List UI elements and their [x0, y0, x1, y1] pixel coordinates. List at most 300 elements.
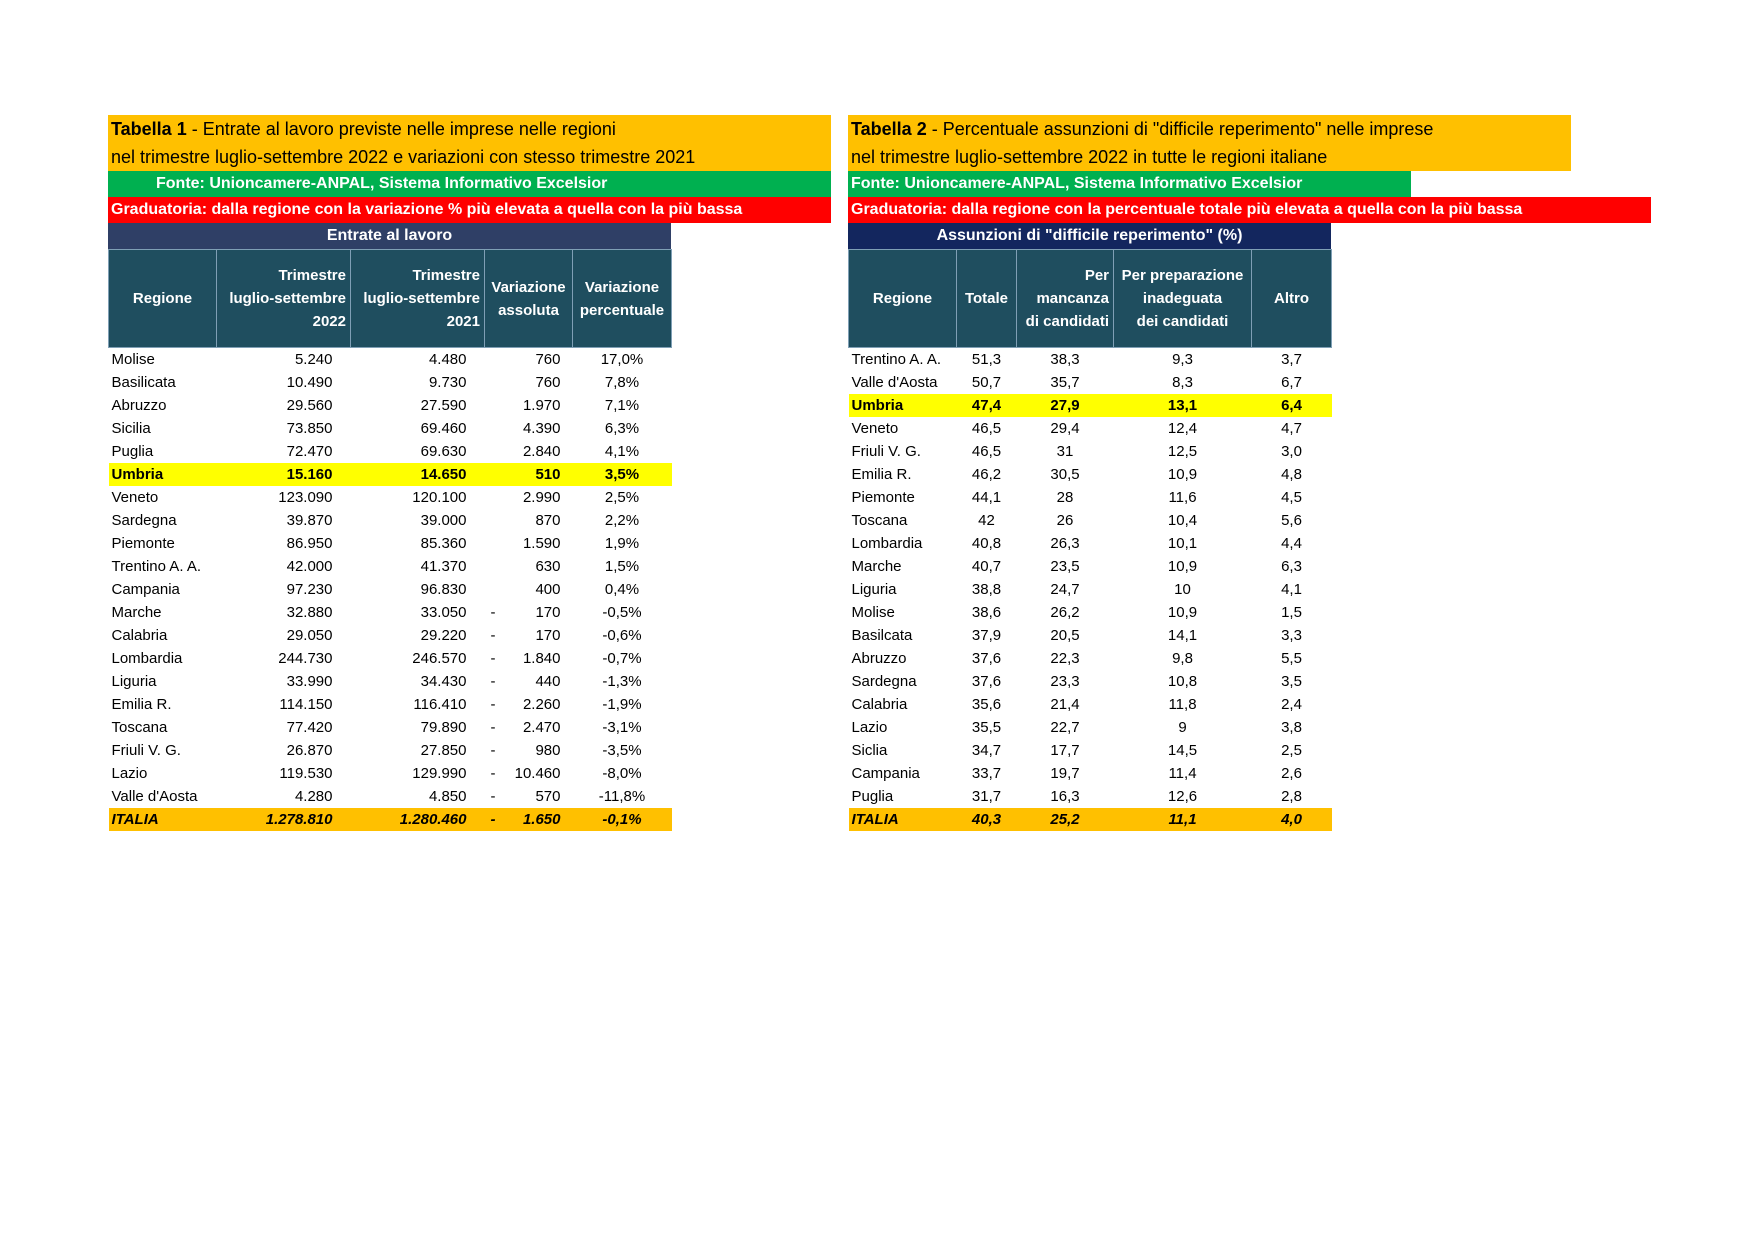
lack-of-candidates-cell: 19,7 — [1050, 765, 1080, 782]
lack-of-candidates-cell: 26 — [1056, 512, 1074, 529]
region-cell: Piemonte — [851, 489, 915, 506]
q3-2022-cell: 119.530 — [279, 765, 333, 782]
table-row — [849, 463, 1332, 486]
column-header-line: Regione — [132, 290, 193, 307]
percent-variation-cell: -1,3% — [602, 673, 642, 690]
column-header-line: inadeguata — [1142, 290, 1223, 307]
table1-body — [109, 348, 672, 832]
variation-value: 1.840 — [522, 650, 561, 667]
other-cell: 6,7 — [1281, 374, 1302, 391]
absolute-variation-cell — [485, 601, 573, 624]
table1-column-header — [573, 250, 672, 348]
absolute-variation-cell — [485, 486, 573, 509]
region-cell: Puglia — [111, 443, 154, 460]
total-cell: 50,7 — [971, 374, 1002, 391]
table-row — [849, 601, 1332, 624]
other-cell: 4,4 — [1281, 535, 1302, 552]
column-header-line: Totale — [964, 290, 1009, 307]
table-row — [109, 417, 672, 440]
variation-value: 870 — [535, 512, 561, 529]
table-row — [109, 348, 672, 372]
region-cell: Liguria — [111, 673, 157, 690]
lack-of-candidates-cell: 16,3 — [1050, 788, 1080, 805]
absolute-variation-cell — [485, 440, 573, 463]
lack-of-candidates-cell: 26,2 — [1050, 604, 1080, 621]
percent-variation-cell: -8,0% — [602, 765, 642, 782]
inadequate-preparation-cell: 9 — [1178, 719, 1187, 736]
region-cell: Basilicata — [111, 374, 176, 391]
table1-source — [108, 171, 831, 197]
inadequate-preparation-cell: 9,8 — [1172, 650, 1193, 667]
table-row — [109, 716, 672, 739]
table2-group-header — [848, 223, 1331, 249]
column-header-line: Altro — [1274, 290, 1309, 307]
table-row — [109, 555, 672, 578]
percent-variation-cell: -0,1% — [602, 811, 642, 828]
other-cell: 4,0 — [1281, 811, 1302, 828]
table-row — [109, 601, 672, 624]
table1-title — [108, 115, 831, 171]
inadequate-preparation-cell: 12,6 — [1167, 788, 1198, 805]
q3-2021-cell: 9.730 — [428, 374, 467, 391]
percent-variation-cell: 4,1% — [604, 443, 640, 460]
other-cell: 3,3 — [1281, 627, 1302, 644]
table2-group-header-text: Assunzioni di "difficile reperimento" (%) — [936, 227, 1243, 244]
inadequate-preparation-cell: 11,4 — [1168, 765, 1197, 782]
table1-title-text: - Entrate al lavoro previste nelle imprese nelle regioni — [186, 119, 616, 139]
other-cell: 3,5 — [1281, 673, 1302, 690]
lack-of-candidates-cell: 25,2 — [1050, 811, 1080, 828]
variation-value: 1.650 — [522, 811, 561, 828]
table-row — [849, 417, 1332, 440]
absolute-variation-cell — [485, 670, 573, 693]
percent-variation-cell: -0,5% — [602, 604, 642, 621]
q3-2021-cell: 69.630 — [420, 443, 467, 460]
table-row — [109, 647, 672, 670]
region-cell: Abruzzo — [111, 397, 167, 414]
table-row — [109, 371, 672, 394]
absolute-variation-cell — [485, 808, 573, 831]
table-row — [109, 486, 672, 509]
variation-value: 1.590 — [522, 535, 561, 552]
table-row — [109, 739, 672, 762]
q3-2022-cell: 32.880 — [286, 604, 333, 621]
column-header-line: assoluta — [498, 301, 559, 319]
table-row — [849, 555, 1332, 578]
table-row — [849, 693, 1332, 716]
variation-value: 630 — [535, 558, 561, 575]
table1-column-header — [109, 250, 217, 348]
region-cell: ITALIA — [111, 811, 159, 828]
column-header-line: 2022 — [312, 313, 346, 330]
lack-of-candidates-cell: 35,7 — [1050, 374, 1080, 391]
q3-2022-cell: 10.490 — [286, 374, 333, 391]
region-cell: Veneto — [851, 420, 899, 437]
table-row — [849, 509, 1332, 532]
variation-sign: - — [490, 811, 496, 828]
table-total-row — [849, 808, 1332, 831]
region-cell: Veneto — [111, 489, 159, 506]
table1-group-header-text: Entrate al lavoro — [326, 227, 453, 244]
column-header-line: Regione — [872, 290, 933, 307]
q3-2021-cell: 79.890 — [420, 719, 467, 736]
table2-source — [848, 171, 1411, 197]
region-cell: Valle d'Aosta — [851, 374, 938, 391]
region-cell: Molise — [111, 351, 155, 368]
total-cell: 40,8 — [971, 535, 1002, 552]
absolute-variation-cell — [485, 555, 573, 578]
column-header-line: Trimestre — [278, 267, 346, 284]
q3-2022-cell: 26.870 — [286, 742, 333, 759]
table-row — [849, 578, 1332, 601]
column-header-line: di candidati — [1025, 313, 1109, 330]
variation-value: 2.990 — [522, 489, 561, 506]
variation-value: 400 — [535, 581, 561, 598]
percent-variation-cell: -1,9% — [602, 696, 642, 713]
inadequate-preparation-cell: 10 — [1174, 581, 1191, 598]
column-header-line: percentuale — [579, 301, 665, 319]
q3-2021-cell: 4.850 — [428, 788, 467, 805]
inadequate-preparation-cell: 10,9 — [1167, 604, 1198, 621]
table2-column-header — [1017, 250, 1114, 348]
table1-column-header — [351, 250, 485, 348]
total-cell: 40,3 — [971, 811, 1002, 828]
q3-2022-cell: 4.280 — [294, 788, 333, 805]
table-row — [109, 532, 672, 555]
inadequate-preparation-cell: 11,1 — [1168, 811, 1197, 828]
lack-of-candidates-cell: 28 — [1056, 489, 1074, 506]
variation-sign: - — [490, 788, 496, 805]
lack-of-candidates-cell: 31 — [1056, 443, 1074, 460]
total-cell: 31,7 — [971, 788, 1002, 805]
variation-value: 1.970 — [522, 397, 561, 414]
variation-value: 170 — [535, 604, 561, 621]
table-row — [849, 785, 1332, 808]
absolute-variation-cell — [485, 693, 573, 716]
variation-sign: - — [490, 604, 496, 621]
variation-value: 170 — [535, 627, 561, 644]
total-cell: 35,6 — [971, 696, 1002, 713]
absolute-variation-cell — [485, 762, 573, 785]
variation-sign: - — [490, 673, 496, 690]
variation-sign: - — [490, 696, 496, 713]
column-header-line: Per preparazione — [1121, 267, 1244, 284]
region-cell: Abruzzo — [851, 650, 907, 667]
total-cell: 47,4 — [971, 397, 1002, 414]
table-row — [109, 394, 672, 417]
q3-2022-cell: 29.560 — [286, 397, 333, 414]
other-cell: 2,5 — [1281, 742, 1302, 759]
other-cell: 2,4 — [1281, 696, 1302, 713]
table1-header-row — [109, 250, 672, 348]
q3-2022-cell: 97.230 — [286, 581, 333, 598]
percent-variation-cell: 1,9% — [604, 535, 640, 552]
q3-2021-cell: 41.370 — [420, 558, 467, 575]
table-row — [109, 624, 672, 647]
percent-variation-cell: 1,5% — [604, 558, 640, 575]
table-row — [109, 693, 672, 716]
variation-value: 2.470 — [522, 719, 561, 736]
region-cell: Piemonte — [111, 535, 175, 552]
q3-2021-cell: 246.570 — [412, 650, 467, 667]
region-cell: Sardegna — [111, 512, 177, 529]
table-row — [109, 440, 672, 463]
q3-2021-cell: 29.220 — [420, 627, 467, 644]
table-row — [849, 532, 1332, 555]
absolute-variation-cell — [485, 371, 573, 394]
inadequate-preparation-cell: 10,8 — [1167, 673, 1198, 690]
other-cell: 5,6 — [1281, 512, 1302, 529]
lack-of-candidates-cell: 17,7 — [1050, 742, 1080, 759]
region-cell: Umbria — [851, 397, 904, 414]
q3-2021-cell: 39.000 — [420, 512, 467, 529]
other-cell: 2,6 — [1281, 765, 1302, 782]
q3-2022-cell: 244.730 — [278, 650, 333, 667]
table-row — [849, 624, 1332, 647]
region-cell: Campania — [851, 765, 920, 782]
q3-2021-cell: 129.990 — [412, 765, 467, 782]
other-cell: 1,5 — [1281, 604, 1302, 621]
table2 — [848, 249, 1332, 831]
table2-ranking-text: Graduatoria: dalla regione con la percentuale totale più elevata a quella con la più bassa — [851, 201, 1523, 218]
table-total-row — [109, 808, 672, 831]
variation-value: 2.260 — [522, 696, 561, 713]
table-row — [849, 739, 1332, 762]
lack-of-candidates-cell: 30,5 — [1050, 466, 1080, 483]
table-row — [849, 647, 1332, 670]
column-header-line: Variazione — [491, 278, 566, 296]
lack-of-candidates-cell: 23,3 — [1050, 673, 1080, 690]
inadequate-preparation-cell: 12,4 — [1167, 420, 1198, 437]
q3-2021-cell: 4.480 — [428, 351, 467, 368]
absolute-variation-cell — [485, 463, 573, 486]
q3-2022-cell: 86.950 — [286, 535, 333, 552]
total-cell: 37,9 — [971, 627, 1002, 644]
q3-2021-cell: 27.590 — [420, 397, 467, 414]
q3-2022-cell: 1.278.810 — [265, 811, 333, 828]
region-cell: Marche — [851, 558, 902, 575]
absolute-variation-cell — [485, 647, 573, 670]
region-cell: Lombardia — [111, 650, 183, 667]
q3-2022-cell: 114.150 — [279, 696, 333, 713]
absolute-variation-cell — [485, 785, 573, 808]
total-cell: 46,2 — [971, 466, 1002, 483]
region-cell: Lazio — [851, 719, 888, 736]
total-cell: 44,1 — [971, 489, 1002, 506]
region-cell: Molise — [851, 604, 895, 621]
region-cell: Toscana — [111, 719, 168, 736]
variation-sign: - — [490, 742, 496, 759]
region-cell: Lombardia — [851, 535, 923, 552]
variation-value: 4.390 — [522, 420, 561, 437]
region-cell: Campania — [111, 581, 180, 598]
q3-2022-cell: 72.470 — [286, 443, 333, 460]
q3-2022-cell: 77.420 — [286, 719, 333, 736]
lack-of-candidates-cell: 26,3 — [1050, 535, 1080, 552]
total-cell: 38,6 — [971, 604, 1002, 621]
q3-2021-cell: 69.460 — [420, 420, 467, 437]
lack-of-candidates-cell: 27,9 — [1050, 397, 1080, 414]
other-cell: 6,3 — [1281, 558, 1302, 575]
region-cell: ITALIA — [851, 811, 899, 828]
absolute-variation-cell — [485, 509, 573, 532]
q3-2021-cell: 33.050 — [420, 604, 467, 621]
region-cell: Sicilia — [111, 420, 151, 437]
absolute-variation-cell — [485, 716, 573, 739]
table1 — [108, 249, 672, 831]
region-cell: Trentino A. A. — [851, 351, 941, 368]
q3-2022-cell: 5.240 — [294, 351, 333, 368]
total-cell: 42 — [978, 512, 995, 529]
percent-variation-cell: 7,1% — [604, 397, 640, 414]
percent-variation-cell: -0,6% — [602, 627, 642, 644]
absolute-variation-cell — [485, 417, 573, 440]
table1-title-line2: nel trimestre luglio-settembre 2022 e variazioni con stesso trimestre 2021 — [111, 147, 696, 167]
region-cell: Marche — [111, 604, 162, 621]
table1-column-header — [485, 250, 573, 348]
percent-variation-cell: 2,5% — [604, 489, 640, 506]
other-cell: 3,7 — [1281, 351, 1302, 368]
table-row — [109, 509, 672, 532]
region-cell: Friuli V. G. — [851, 443, 921, 460]
q3-2022-cell: 39.870 — [286, 512, 333, 529]
inadequate-preparation-cell: 10,4 — [1167, 512, 1198, 529]
lack-of-candidates-cell: 22,7 — [1050, 719, 1080, 736]
total-cell: 37,6 — [971, 650, 1002, 667]
column-header-line: 2021 — [446, 313, 480, 330]
region-cell: Calabria — [851, 696, 908, 713]
inadequate-preparation-cell: 10,9 — [1167, 558, 1198, 575]
inadequate-preparation-cell: 14,1 — [1167, 627, 1198, 644]
column-header-line: mancanza — [1036, 290, 1109, 307]
column-header-line: dei candidati — [1136, 313, 1229, 330]
region-cell: Liguria — [851, 581, 897, 598]
total-cell: 37,6 — [971, 673, 1002, 690]
table-row — [109, 463, 672, 486]
q3-2022-cell: 15.160 — [286, 466, 333, 483]
column-header-line: Trimestre — [412, 267, 480, 284]
inadequate-preparation-cell: 14,5 — [1167, 742, 1198, 759]
percent-variation-cell: 3,5% — [604, 466, 640, 483]
percent-variation-cell: 0,4% — [604, 581, 640, 598]
percent-variation-cell: 2,2% — [604, 512, 640, 529]
q3-2022-cell: 73.850 — [286, 420, 333, 437]
total-cell: 38,8 — [971, 581, 1002, 598]
q3-2021-cell: 96.830 — [420, 581, 467, 598]
table1-group-header — [108, 223, 671, 249]
table2-header-row — [849, 250, 1332, 348]
variation-value: 760 — [535, 351, 561, 368]
table-row — [849, 371, 1332, 394]
region-cell: Siclia — [851, 742, 888, 759]
lack-of-candidates-cell: 22,3 — [1050, 650, 1080, 667]
table-row — [849, 486, 1332, 509]
table1-block — [108, 115, 831, 831]
percent-variation-cell: 6,3% — [604, 420, 640, 437]
table2-column-header — [957, 250, 1017, 348]
table2-body — [849, 348, 1332, 832]
q3-2022-cell: 29.050 — [286, 627, 333, 644]
column-header-line: luglio-settembre — [363, 290, 480, 307]
q3-2021-cell: 85.360 — [420, 535, 467, 552]
variation-value: 440 — [535, 673, 561, 690]
lack-of-candidates-cell: 29,4 — [1050, 420, 1080, 437]
variation-sign: - — [490, 719, 496, 736]
variation-value: 570 — [535, 788, 561, 805]
absolute-variation-cell — [485, 739, 573, 762]
variation-value: 10.460 — [514, 765, 561, 782]
variation-value: 760 — [535, 374, 561, 391]
other-cell: 3,0 — [1281, 443, 1302, 460]
table1-ranking-text: Graduatoria: dalla regione con la variazione % più elevata a quella con la più bassa — [111, 201, 743, 218]
table2-column-header — [849, 250, 957, 348]
q3-2021-cell: 34.430 — [420, 673, 467, 690]
q3-2021-cell: 14.650 — [420, 466, 467, 483]
variation-value: 2.840 — [522, 443, 561, 460]
other-cell: 4,1 — [1281, 581, 1302, 598]
table-row — [849, 762, 1332, 785]
region-cell: Emilia R. — [111, 696, 172, 713]
other-cell: 5,5 — [1281, 650, 1302, 667]
table-row — [109, 762, 672, 785]
variation-value: 510 — [535, 466, 561, 483]
region-cell: Toscana — [851, 512, 908, 529]
absolute-variation-cell — [485, 348, 573, 372]
column-header-line: luglio-settembre — [229, 290, 346, 307]
lack-of-candidates-cell: 23,5 — [1050, 558, 1080, 575]
inadequate-preparation-cell: 13,1 — [1167, 397, 1198, 414]
variation-sign: - — [490, 627, 496, 644]
other-cell: 4,8 — [1281, 466, 1302, 483]
q3-2022-cell: 123.090 — [278, 489, 333, 506]
inadequate-preparation-cell: 9,3 — [1172, 351, 1193, 368]
region-cell: Trentino A. A. — [111, 558, 201, 575]
table2-column-header — [1114, 250, 1252, 348]
region-cell: Basilcata — [851, 627, 913, 644]
percent-variation-cell: -0,7% — [602, 650, 642, 667]
lack-of-candidates-cell: 21,4 — [1050, 696, 1080, 713]
table1-column-header — [217, 250, 351, 348]
inadequate-preparation-cell: 11,6 — [1168, 489, 1197, 506]
q3-2021-cell: 120.100 — [412, 489, 467, 506]
absolute-variation-cell — [485, 578, 573, 601]
q3-2022-cell: 33.990 — [286, 673, 333, 690]
inadequate-preparation-cell: 12,5 — [1167, 443, 1198, 460]
table-row — [849, 670, 1332, 693]
total-cell: 34,7 — [971, 742, 1002, 759]
lack-of-candidates-cell: 38,3 — [1050, 351, 1080, 368]
total-cell: 51,3 — [971, 351, 1002, 368]
column-header-line: Variazione — [584, 278, 660, 296]
table2-block — [848, 115, 1651, 831]
absolute-variation-cell — [485, 624, 573, 647]
inadequate-preparation-cell: 8,3 — [1172, 374, 1193, 391]
region-cell: Puglia — [851, 788, 894, 805]
total-cell: 46,5 — [971, 420, 1002, 437]
inadequate-preparation-cell: 10,1 — [1167, 535, 1198, 552]
q3-2021-cell: 27.850 — [420, 742, 467, 759]
table2-title-label: Tabella 2 — [851, 119, 927, 139]
percent-variation-cell: -11,8% — [598, 788, 646, 805]
table-row — [109, 578, 672, 601]
inadequate-preparation-cell: 10,9 — [1167, 466, 1198, 483]
table2-title-line2: nel trimestre luglio-settembre 2022 in tutte le regioni italiane — [851, 147, 1328, 167]
region-cell: Valle d'Aosta — [111, 788, 198, 805]
column-header-line: Per — [1084, 267, 1109, 284]
table-row — [109, 670, 672, 693]
absolute-variation-cell — [485, 532, 573, 555]
table-row — [849, 348, 1332, 372]
